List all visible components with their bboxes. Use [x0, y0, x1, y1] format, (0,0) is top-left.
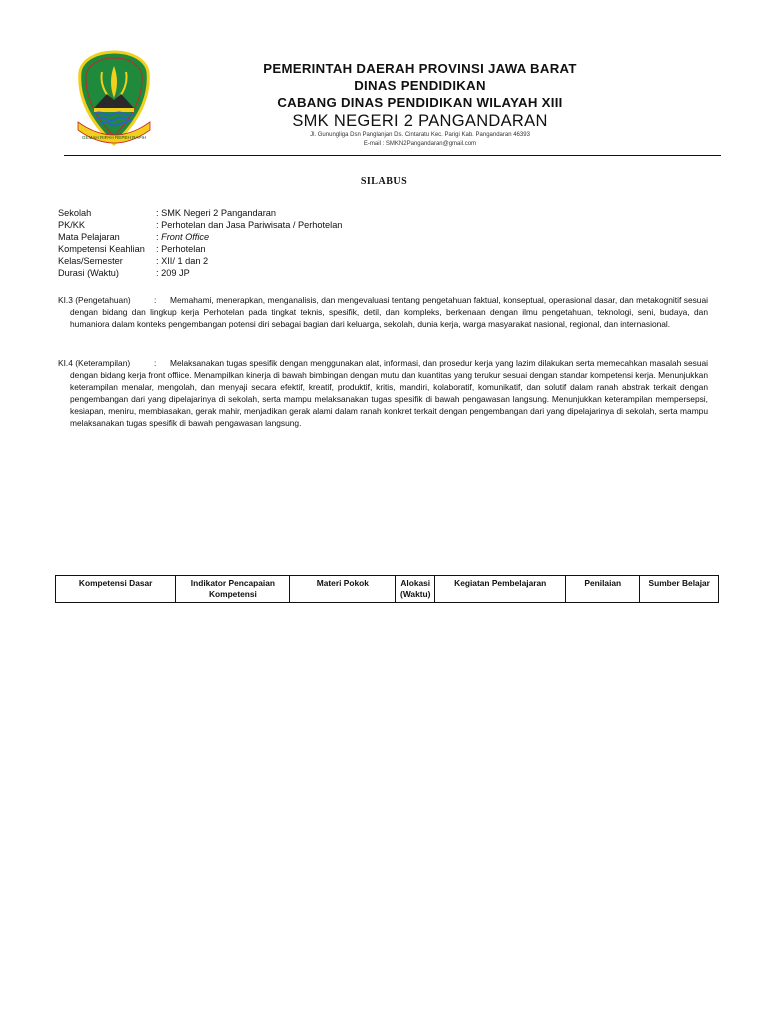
info-row [58, 219, 342, 231]
school-email: E-mail : SMKN2Pangandaran@gmail.com [363, 141, 477, 147]
info-value: : XII/ 1 dan 2 [156, 256, 209, 266]
info-label: Kompetensi Keahlian [58, 244, 145, 254]
letterhead [160, 60, 680, 149]
ki4-text: Melaksanakan tugas spesifik dengan menggunakan alat, informasi, dan prosedur kerja yang lazim dilakukan serta memecahkan masalah sesuai dengan bidang kerja front offiice. Menampilkan kinerja di bawah bimbingan dengan mutu dan kuantitas yang terukur sesuai dengan standar kompetensi kerja. Menunjukkan keterampilan menalar, mengolah, dan menyaji secara efektif, kreatif, produktif, kritis, mandiri, kolaboratif, komunikatif, dan solutif dalam ranah abstrak terkait dengan pengembangan dari yang dipelajarinya di sekolah, serta mampu melaksanakan tugas spesifik di bawah pengawasan langsung. Menunjukkan keterampilan mempersepsi, kesiapan, meniru, membiasakan, gerak mahir, menjadikan gerak alami dalam ranah konkret terkait dengan pengembangan dari yang dipelajarinya di sekolah, serta mampu melaksanakan tugas spesifik di bawah pengawasan langsung. [70, 358, 708, 428]
document-title: SILABUS [360, 176, 408, 187]
ki4-section [58, 357, 708, 429]
info-label: PK/KK [58, 220, 86, 230]
school-name: SMK NEGERI 2 PANGANDARAN [292, 112, 548, 130]
ki3-label: KI.3 (Pengetahuan) [58, 295, 131, 305]
info-row [58, 207, 342, 219]
info-label: Mata Pelajaran [58, 232, 120, 242]
ki3-text: Memahami, menerapkan, menganalisis, dan mengevaluasi tentang pengetahuan faktual, konseptual, operasional dasar, dan metakognitif sesuai dengan bidang dan lingkup kerja Perhotelan pada tingkat teknis, spesifik, detil, dan kompleks, berkenaan dengan ilmu pengetahuan, teknologi, seni, budaya, dan humaniora dalam konteks pengembangan potensi diri sebagai bagian dari keluarga, sekolah, dunia kerja, warga masyarakat nasional, regional, dan internasional. [70, 295, 708, 329]
header-sumber-belajar: Sumber Belajar [640, 576, 719, 603]
letterhead-line-3: CABANG DINAS PENDIDIKAN WILAYAH XIII [277, 95, 563, 110]
header-penilaian: Penilaian [566, 576, 640, 603]
info-value: : 209 JP [156, 268, 190, 278]
info-value-colon: : [156, 232, 162, 242]
info-row [58, 255, 342, 267]
info-label: Kelas/Semester [58, 256, 123, 266]
ki4-colon: : [154, 358, 157, 368]
header-alokasi: Alokasi (Waktu) [396, 576, 435, 603]
ki4-label: KI.4 (Keterampilan) [58, 358, 131, 368]
letterhead-divider [64, 155, 721, 156]
header-kegiatan: Kegiatan Pembelajaran [435, 576, 566, 603]
letterhead-line-2: DINAS PENDIDIKAN [354, 78, 486, 93]
logo-motto: GEMAH RIPAH REPEH RAPIH [81, 135, 147, 140]
info-row [58, 243, 342, 255]
info-value [156, 231, 209, 243]
subject-info [58, 207, 342, 279]
info-value: : Perhotelan [156, 244, 206, 254]
table-header-row [56, 576, 719, 603]
school-address: Jl. Gunungliga Dsn Panglanjan Ds. Cintaratu Kec. Parigi Kab. Pangandaran 46393 [310, 132, 530, 138]
header-kompetensi-dasar: Kompetensi Dasar [56, 576, 176, 603]
info-value: : SMK Negeri 2 Pangandaran [156, 208, 277, 218]
header-indikator: Indikator Pencapaian Kompetensi [176, 576, 290, 603]
west-java-emblem-logo [74, 48, 154, 148]
header-materi-pokok: Materi Pokok [290, 576, 396, 603]
info-label: Durasi (Waktu) [58, 268, 119, 278]
info-label: Sekolah [58, 208, 92, 218]
info-value-italic: Front Office [161, 232, 210, 242]
ki3-colon: : [154, 295, 157, 305]
info-row [58, 231, 342, 243]
syllabus-table [55, 575, 719, 603]
info-value: : Perhotelan dan Jasa Pariwisata / Perhotelan [156, 220, 343, 230]
info-row [58, 267, 342, 279]
ki3-section [58, 294, 708, 330]
letterhead-line-1: PEMERINTAH DAERAH PROVINSI JAWA BARAT [263, 61, 577, 76]
